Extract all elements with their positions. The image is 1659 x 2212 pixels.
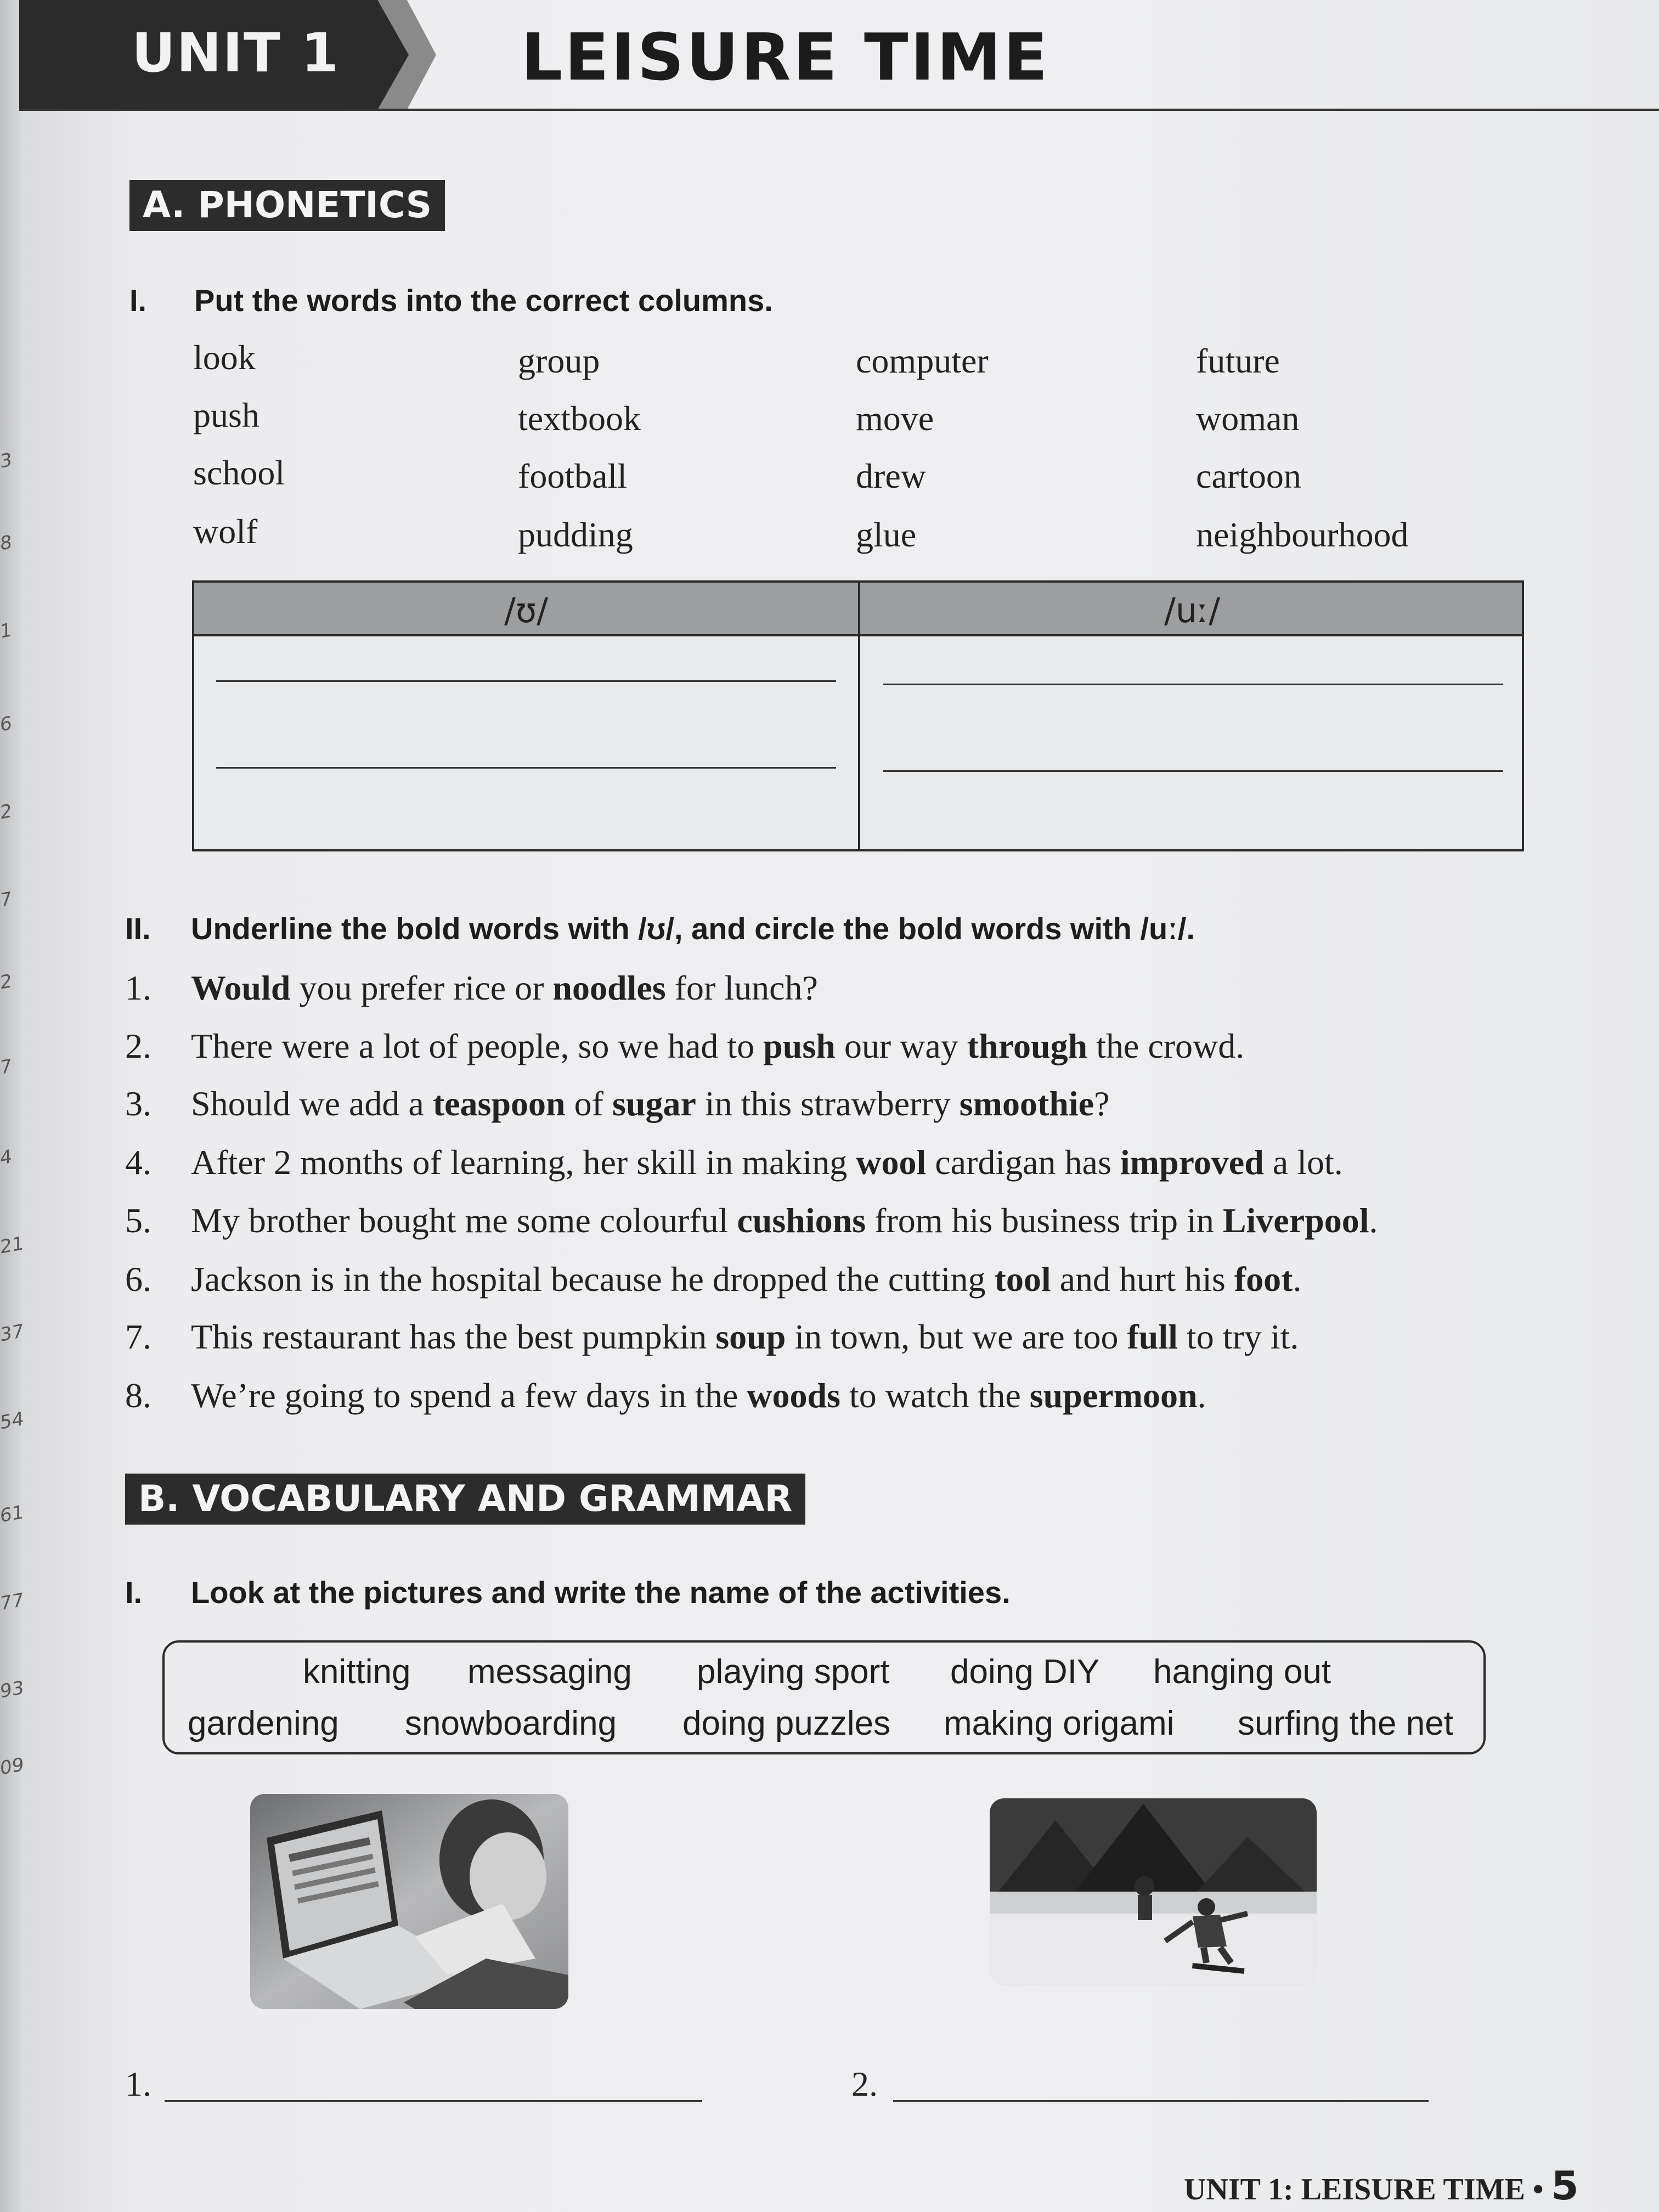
spine-number: 8 [0,531,12,555]
spine-number: 2 [0,970,12,994]
sentence-number: 3. [125,1084,151,1123]
sentence-fragment: Should we add a [191,1084,433,1123]
sentence-text [191,1200,1378,1241]
bold-target-word[interactable]: wool [856,1143,927,1182]
sentence-text [191,1375,1206,1416]
word-bank-item: surfing the net [1238,1705,1453,1742]
exercise-a2-instruction: Underline the bold words with /ʊ/, and circle the bold words with /uː/. [191,911,1195,946]
sentence-fragment: from his business trip in [866,1201,1223,1240]
bold-target-word[interactable]: improved [1120,1143,1264,1182]
spine-number: 6 [0,712,12,736]
word-item: computer [856,341,989,380]
spine-number: 4 [0,1146,12,1170]
footer-bullet: • [1532,2172,1544,2207]
table-header-short-u: /ʊ/ [504,590,549,630]
page-number: 5 [1551,2163,1579,2209]
sentence-fragment: for lunch? [665,968,818,1007]
word-item: move [856,399,934,438]
word-bank-item: messaging [467,1653,632,1691]
section-a-tag: A. PHONETICS [129,180,445,231]
answer-number-2: 2. [851,2064,878,2103]
word-item: glue [856,515,917,554]
word-bank-item: making origami [944,1705,1175,1742]
sentence-fragment: our way [835,1026,967,1065]
spine-number: 1 [0,619,12,643]
sentence-number: 4. [125,1143,151,1182]
sentence-fragment: in town, but we are too [786,1317,1127,1356]
spine-number: 61 [0,1501,24,1527]
bold-target-word[interactable]: through [967,1026,1088,1065]
sentence-text [191,1084,1109,1124]
answer-number-1: 1. [125,2064,151,2103]
spine-number: 54 [0,1408,24,1434]
phonetics-table [192,580,1524,851]
sentence-fragment: cardigan has [926,1143,1120,1182]
answer-line[interactable] [216,767,836,769]
sentence-fragment: you prefer rice or [290,968,553,1007]
word-item: football [518,456,628,495]
sentence-number: 5. [125,1201,151,1240]
sentence-number: 6. [125,1260,151,1299]
sentence-fragment: the crowd. [1087,1026,1245,1065]
bold-target-word[interactable]: smoothie [959,1084,1094,1123]
laptop-photo [250,1794,568,2009]
book-spine [0,0,22,2212]
word-item: wolf [193,512,258,551]
sentence-number: 1. [125,968,151,1007]
word-bank-item: playing sport [697,1653,890,1691]
word-item: pudding [518,515,633,554]
snowboarding-photo-image [990,1798,1317,1986]
word-bank-item: snowboarding [405,1705,617,1742]
spine-number: 09 [0,1753,24,1780]
sentence-fragment: . [1197,1376,1206,1415]
answer-line-2[interactable] [893,2100,1429,2102]
header-rule [19,109,1659,111]
page-footer [1184,2163,1579,2209]
word-item: push [193,396,259,435]
unit-label: UNIT 1 [132,22,340,84]
sentence-number: 2. [125,1026,151,1065]
sentence-fragment: . [1369,1201,1378,1240]
word-item: school [193,453,285,492]
sentence-text [191,1317,1299,1357]
section-b-tag: B. VOCABULARY AND GRAMMAR [125,1474,805,1525]
bold-target-word[interactable]: sugar [612,1084,696,1123]
word-item: textbook [518,399,641,438]
bold-target-word[interactable]: full [1127,1317,1178,1356]
bold-target-word[interactable]: supermoon [1029,1376,1198,1415]
word-bank-item: doing puzzles [682,1705,891,1742]
bold-target-word[interactable]: noodles [552,968,666,1007]
table-header-long-u: /uː/ [1164,590,1220,630]
bold-target-word[interactable]: foot [1234,1260,1293,1299]
word-bank-item: doing DIY [950,1653,1100,1691]
sentence-fragment: There were a lot of people, so we had to [191,1026,764,1065]
word-item: group [518,341,600,380]
bold-target-word[interactable]: tool [994,1260,1051,1299]
laptop-photo-image [250,1794,568,2009]
word-bank-item: knitting [303,1653,411,1691]
sentence-fragment: This restaurant has the best pumpkin [191,1317,716,1356]
bold-target-word[interactable]: soup [715,1317,786,1356]
spine-number: 37 [0,1320,24,1346]
unit-title: LEISURE TIME [521,19,1050,95]
word-item: look [193,338,256,377]
sentence-fragment: We’re going to spend a few days in the [191,1376,747,1415]
spine-number: 3 [0,449,12,473]
sentence-text [191,1026,1244,1066]
spine-number: 21 [0,1232,24,1259]
answer-line[interactable] [883,684,1503,685]
bold-target-word[interactable]: cushions [737,1201,866,1240]
sentence-fragment: . [1293,1260,1302,1299]
word-bank-item: gardening [188,1705,339,1742]
exercise-b1-instruction: Look at the pictures and write the name of the activities. [191,1575,1011,1610]
sentence-fragment: to try it. [1177,1317,1299,1356]
word-item: neighbourhood [1196,515,1409,554]
word-item: woman [1196,399,1300,438]
exercise-a1-instruction: Put the words into the correct columns. [194,283,773,318]
spine-number: 93 [0,1677,24,1703]
sentence-fragment: and hurt his [1051,1260,1234,1299]
sentence-fragment: of [565,1084,612,1123]
bold-target-word[interactable]: Liverpool [1222,1201,1369,1240]
sentence-text [191,1259,1301,1300]
sentence-fragment: to watch the [840,1376,1030,1415]
exercise-b1-number: I. [125,1575,143,1610]
spine-number: 7 [0,1055,12,1079]
word-bank-item: hanging out [1153,1653,1331,1691]
exercise-a1-number: I. [129,283,147,318]
bold-target-word[interactable]: teaspoon [432,1084,566,1123]
spine-number: 77 [0,1589,24,1615]
bold-target-word[interactable]: Would [191,968,291,1007]
footer-label: UNIT 1: LEISURE TIME [1184,2172,1525,2207]
exercise-a2-number: II. [125,911,151,946]
word-item: cartoon [1196,456,1301,495]
sentence-fragment: in this strawberry [696,1084,960,1123]
spine-number: 2 [0,800,12,824]
bold-target-word[interactable]: push [763,1026,836,1065]
word-item: drew [856,456,926,495]
answer-line[interactable] [216,680,836,682]
sentence-fragment: After 2 months of learning, her skill in making [191,1143,856,1182]
word-item: future [1196,341,1280,380]
sentence-fragment: a lot. [1263,1143,1343,1182]
sentence-number: 8. [125,1376,151,1415]
sentence-text [191,1142,1343,1183]
spine-number: 7 [0,888,12,912]
answer-line[interactable] [883,770,1503,772]
bold-target-word[interactable]: woods [747,1376,840,1415]
snowboarding-photo [990,1798,1317,1986]
sentence-fragment: Jackson is in the hospital because he dropped the cutting [191,1260,995,1299]
sentence-text [191,968,818,1008]
sentence-fragment: ? [1094,1084,1110,1123]
sentence-number: 7. [125,1317,151,1356]
answer-line-1[interactable] [165,2100,702,2102]
sentence-fragment: My brother bought me some colourful [191,1201,737,1240]
